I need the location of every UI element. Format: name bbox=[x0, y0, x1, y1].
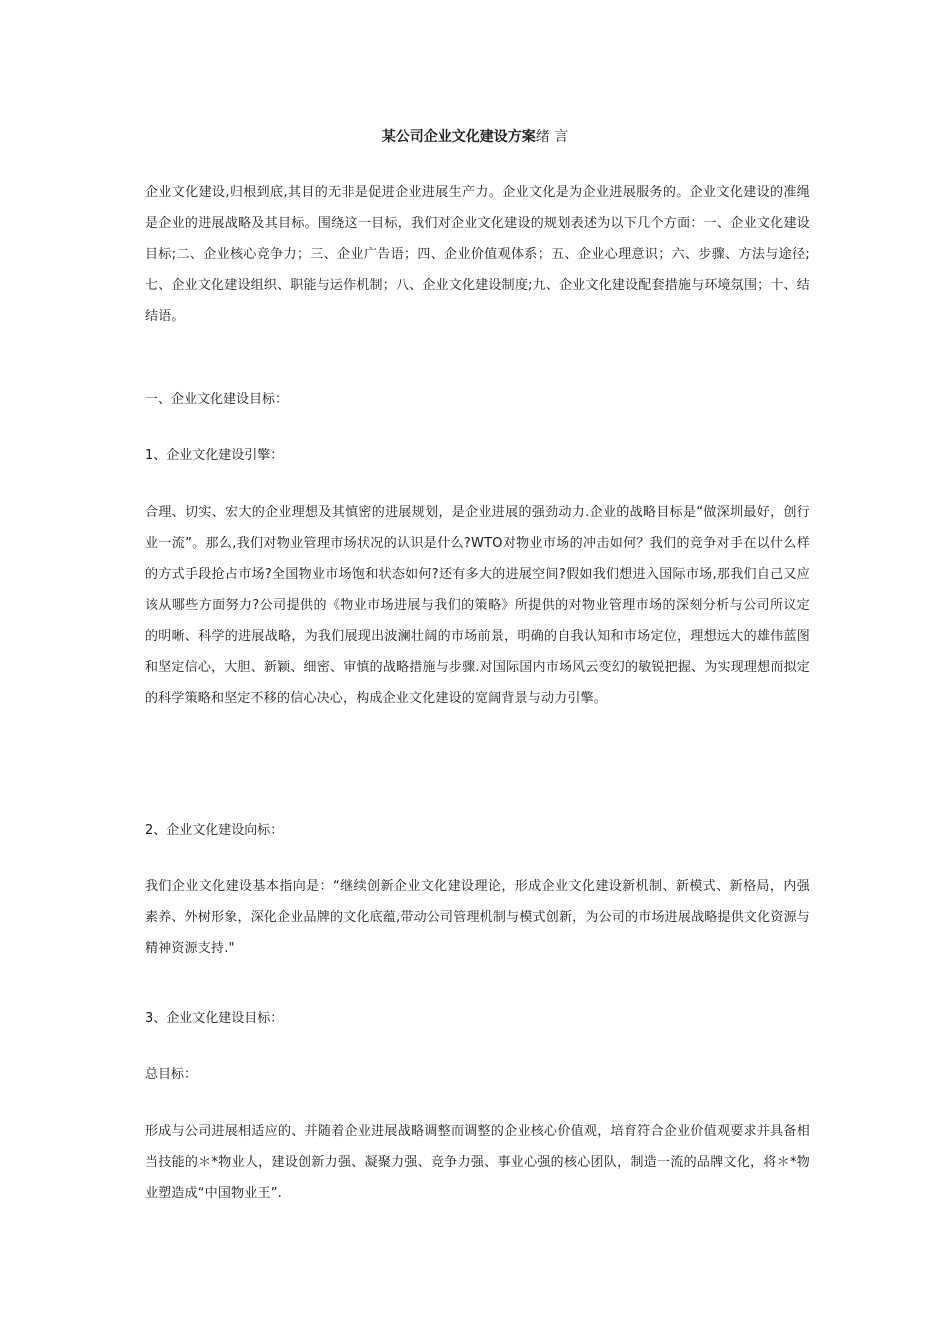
sub2-heading: 2、企业文化建设向标： bbox=[145, 823, 284, 838]
document-title-tail: 绪 言 bbox=[535, 129, 569, 145]
sub1-heading: 1、企业文化建设引擎： bbox=[145, 448, 284, 463]
sub2-body-block bbox=[145, 871, 810, 964]
document-title-main: 某公司企业文化建设方案 bbox=[381, 129, 536, 145]
sub2-heading-block bbox=[145, 815, 810, 846]
sub3-heading-block bbox=[145, 1003, 810, 1034]
sub1-heading-block bbox=[145, 440, 810, 471]
sub1-body-block bbox=[145, 497, 810, 714]
goal-heading: 总目标： bbox=[145, 1067, 198, 1082]
goal-body-block bbox=[145, 1116, 810, 1209]
goal-heading-block bbox=[145, 1059, 810, 1090]
intro-paragraph: 企业文化建设,归根到底,其目的无非是促进企业进展生产力。企业文化是为企业进展服务的。企业文化建设的准绳是企业的进展战略及其目标。围绕这一目标，我们对企业文化建设的规划表述为以下几个方面：一、企业文化建设目标;二、企业核心竞争力；三、企业广告语；四、企业价值观体系；五、企业心理意识；六、步骤、方法与途径;七、企业文化建设组织、职能与运作机制；八、企业文化建设制度;九、企业文化建设配套措施与环境氛围；十、结结语。 bbox=[145, 185, 810, 324]
section1-block bbox=[145, 384, 810, 415]
sub2-paragraph: 我们企业文化建设基本指向是：“继续创新企业文化建设理论，形成企业文化建设新机制、新模式、新格局，内强素养、外树形象，深化企业品牌的文化底蕴,带动公司管理机制与模式创新，为公司的市场进展战略提供文化资源与精神资源支持." bbox=[145, 879, 810, 956]
sub1-paragraph: 合理、切实、宏大的企业理想及其慎密的进展规划，是企业进展的强劲动力.企业的战略目标是“做深圳最好，创行业一流”。那么,我们对物业管理市场状况的认识是什么?WTO对物业市场的冲击如何？我们的竞争对手在以什么样的方式手段抢占市场?全国物业市场饱和状态如何?还有多大的进展空间?假如我们想进入国际市场,那我们自己又应该从哪些方面努力?公司提供的《物业市场进展与我们的策略》所提供的对物业管理市场的深刻分析与公司所议定的明晰、科学的进展战略，为我们展现出波澜壮阔的市场前景，明确的自我认知和市场定位，理想远大的雄伟蓝图和坚定信心，大胆、新颖、细密、审慎的战略措施与步骤.对国际国内市场风云变幻的敏锐把握、为实现理想而拟定的科学策略和坚定不移的信心决心，构成企业文化建设的宽阔背景与动力引擎。 bbox=[145, 505, 810, 706]
section1-heading: 一、企业文化建设目标： bbox=[145, 392, 289, 407]
intro-block bbox=[145, 177, 810, 332]
document-title bbox=[0, 127, 950, 147]
goal-paragraph: 形成与公司进展相适应的、并随着企业进展战略调整而调整的企业核心价值观，培育符合企业价值观要求并具备相当技能的＊*物业人，建设创新力强、凝聚力强、竞争力强、事业心强的核心团队，制造一流的品牌文化，将＊*物业塑造成“中国物业王”. bbox=[145, 1124, 810, 1201]
sub3-heading: 3、企业文化建设目标： bbox=[145, 1011, 284, 1026]
